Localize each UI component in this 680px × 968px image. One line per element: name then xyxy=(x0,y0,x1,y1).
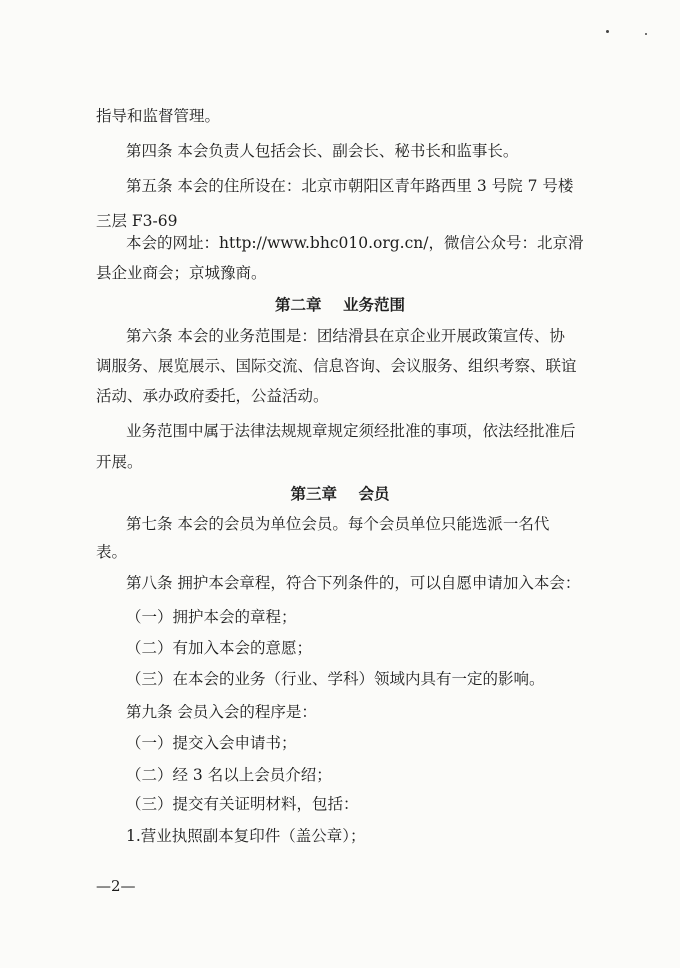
article-9: 第九条 会员入会的程序是： xyxy=(126,703,317,721)
chapter-3-heading: 第三章 会员 xyxy=(290,485,390,503)
article-5: 第五条 本会的住所设在：北京市朝阳区青年路西里 3 号院 7 号楼 xyxy=(126,177,574,195)
text-line: 三层 F3-69 xyxy=(96,212,178,230)
article-8: 第八条 拥护本会章程，符合下列条件的，可以自愿申请加入本会： xyxy=(126,574,581,592)
list-item: （三）提交有关证明材料，包括： xyxy=(126,795,359,813)
text-line: 表。 xyxy=(96,543,128,561)
list-item: （一）拥护本会的章程； xyxy=(126,608,297,626)
list-item: 1.营业执照副本复印件（盖公章）； xyxy=(126,827,366,845)
page-number: —2— xyxy=(96,877,136,895)
scan-speck xyxy=(645,33,647,35)
text-line: 调服务、展览展示、国际交流、信息咨询、会议服务、组织考察、联谊 xyxy=(96,357,577,375)
text-line: 开展。 xyxy=(96,453,143,471)
scan-speck xyxy=(606,30,609,33)
article-7: 第七条 本会的会员为单位会员。每个会员单位只能选派一名代 xyxy=(126,515,550,533)
text-line: 县企业商会；京城豫商。 xyxy=(96,264,267,282)
website-line: 本会的网址：http://www.bhc010.org.cn/，微信公众号：北京滑 xyxy=(126,234,584,252)
text-line: 活动、承办政府委托，公益活动。 xyxy=(96,387,329,405)
list-item: （二）有加入本会的意愿； xyxy=(126,639,313,657)
text-line: 指导和监督管理。 xyxy=(96,107,221,125)
article-6: 第六条 本会的业务范围是：团结滑县在京企业开展政策宣传、协 xyxy=(126,327,565,345)
article-4: 第四条 本会负责人包括会长、副会长、秘书长和监事长。 xyxy=(126,142,519,160)
list-item: （二）经 3 名以上会员介绍； xyxy=(126,766,332,784)
chapter-2-heading: 第二章 业务范围 xyxy=(274,296,406,314)
text-line: 业务范围中属于法律法规规章规定须经批准的事项，依法经批准后 xyxy=(126,422,576,440)
list-item: （三）在本会的业务（行业、学科）领域内具有一定的影响。 xyxy=(126,670,545,688)
list-item: （一）提交入会申请书； xyxy=(126,734,297,752)
